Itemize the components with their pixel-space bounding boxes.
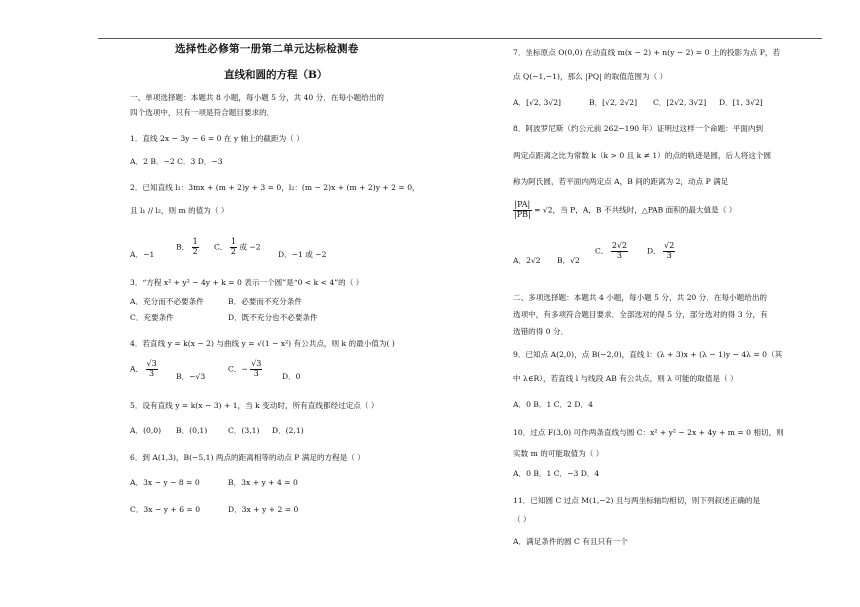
q2-b-denominator: 2 [192, 246, 198, 256]
q2-c-denominator: 2 [230, 246, 236, 256]
q7-option-b: B．[√2, 2√2] [589, 98, 638, 107]
doc-subtitle: 直线和圆的方程（B） [224, 69, 328, 81]
q6-option-d: D．3x + y + 2 = 0 [228, 505, 299, 514]
q4-option-b: B．−√3 [176, 372, 206, 381]
q5-option-d: D．(2,1) [272, 426, 304, 435]
q8-option-a: A．2√2 [513, 256, 541, 265]
q9-stem-line1: 9．已知点 A(2,0)，点 B(−2,0)，直线 l：(λ + 3)x + (λ − 1)y − 4λ = 0（其 [513, 350, 783, 359]
q3-option-a: A．充分而不必要条件 [130, 297, 204, 306]
q8-stem-line3: 称为阿氏圆，若平面内两定点 A，B 间的距离为 2，动点 P 满足 [513, 177, 729, 186]
q2-c-numerator: 1 [230, 237, 236, 246]
q9-stem-line2: 中 λ∈R），若直线 l 与线段 AB 有公共点，则 λ 可能的取值是（ ） [513, 374, 738, 383]
q8-d-numerator: √2 [664, 241, 675, 250]
q4-c-denominator: 3 [253, 368, 259, 378]
q2-option-c-fraction [230, 238, 237, 257]
q3-option-c: C．充要条件 [130, 313, 174, 322]
section1-intro-line1: 一、单项选择题：本题共 8 小题，每小题 5 分，共 40 分．在每小题给出的 [130, 93, 385, 102]
q4-a-numerator: √3 [146, 359, 157, 368]
q5-option-b: B．(0,1) [176, 426, 208, 435]
q2-option-b [176, 238, 199, 257]
q8-option-d [647, 242, 675, 261]
q11-option-a: A．满足条件的圆 C 有且只有一个 [513, 537, 628, 546]
q4-option-c [228, 360, 262, 379]
q8-option-c-label: C． [595, 246, 609, 256]
q8-stem-line1: 8．阿波罗尼斯（约公元前 262−190 年）证明过这样一个命题：平面内到 [513, 124, 764, 133]
q8-c-numerator: 2√2 [611, 241, 628, 250]
q6-option-c: C．3x − y + 6 = 0 [130, 505, 201, 514]
q4-option-c-fraction [250, 360, 262, 379]
q4-option-d: D．0 [282, 372, 301, 381]
q2-b-numerator: 1 [192, 237, 198, 246]
q4-a-denominator: 3 [149, 368, 155, 378]
q8-d-denominator: 3 [666, 250, 672, 260]
q4-option-a-label: A． [130, 364, 144, 374]
q5-option-c: C．(3,1) [228, 426, 260, 435]
q7-stem-line2: 点 Q(−1,−1)，那么 |PQ| 的取值范围为（ ） [513, 72, 668, 81]
doc-title: 选择性必修第一册第二单元达标检测卷 [175, 43, 359, 55]
q3-option-b: B．必要而不充分条件 [228, 297, 302, 306]
q8-ratio-numerator: |PA| [514, 200, 531, 209]
q3-option-d: D．既不充分也不必要条件 [228, 313, 318, 322]
header-rule [98, 38, 822, 39]
q1-options: A．2 B．−2 C．3 D．−3 [130, 157, 223, 166]
q4-option-a [130, 360, 158, 379]
q10-options: A．0 B．1 C．−3 D．4 [513, 469, 600, 478]
q4-c-numerator: √3 [251, 359, 262, 368]
q8-stem-line4-text: = √2，当 P，A，B 不共线时，△PAB 面积的最大值是（ ） [534, 205, 737, 215]
q2-option-c [214, 238, 261, 257]
q5-stem: 5．设有直线 y = k(x − 3) + 1，当 k 变动时，所有直线都经过定点（ ） [130, 401, 379, 410]
q5-option-a: A．(0,0) [130, 426, 162, 435]
q11-stem-line2: （ ） [513, 515, 531, 524]
q4-option-a-fraction [146, 360, 158, 379]
q2-option-b-fraction [192, 238, 199, 257]
section2-intro-line1: 二、多项选择题：本题共 4 小题，每小题 5 分，共 20 分．在每小题给出的 [513, 293, 768, 302]
q2-option-c-tail: 或 −2 [239, 242, 261, 252]
q1-stem: 1．直线 2x − 3y − 6 = 0 在 y 轴上的截距为（ ） [130, 134, 304, 143]
q7-option-c: C．[2√2, 3√2] [653, 98, 707, 107]
q6-option-a: A．3x − y − 8 = 0 [130, 478, 200, 487]
q7-option-a: A．[√2, 3√2] [513, 98, 562, 107]
q8-option-c [595, 242, 628, 261]
q2-option-d: D．−1 或 −2 [278, 250, 327, 259]
section2-intro-line3: 选错的得 0 分． [513, 327, 569, 336]
q7-option-d: D．[1, 3√2] [719, 98, 763, 107]
q8-ratio-fraction [513, 201, 532, 220]
q4-option-c-label: C．− [228, 364, 248, 374]
q8-ratio-denominator: |PB| [514, 209, 531, 219]
q7-stem-line1: 7．坐标原点 O(0,0) 在动直线 m(x − 2) + n(y − 2) = 0 上的投影为点 P，若 [513, 48, 781, 57]
q8-option-d-fraction [663, 242, 675, 261]
q9-options: A．0 B．1 C．2 D．4 [513, 400, 593, 409]
q2-stem-line2: 且 l₁ // l₂，则 m 的值为（ ） [130, 206, 229, 215]
q6-option-b: B．3x + y + 4 = 0 [228, 478, 298, 487]
q3-stem: 3．“方程 x² + y² − 4y + k = 0 表示一个圆”是“0 < k < 4”的（ ） [130, 278, 364, 287]
q8-c-denominator: 3 [616, 250, 623, 260]
section1-intro-line2: 四个选项中，只有一项是符合题目要求的． [130, 108, 275, 117]
q10-stem-line2: 实数 m 的可能取值为（ ） [513, 449, 604, 458]
q2-option-c-label: C． [214, 242, 228, 252]
q8-option-b: B．√2 [557, 256, 580, 265]
q2-option-b-label: B． [176, 242, 190, 252]
q6-stem: 6．到 A(1,3)，B(−5,1) 两点的距离相等的动点 P 满足的方程是（ ） [130, 453, 365, 462]
q8-option-d-label: D． [647, 246, 661, 256]
q4-stem: 4．若直线 y = k(x − 2) 与曲线 y = √(1 − x²) 有公共点，则 k 的最小值为( ) [130, 339, 395, 348]
q11-stem-line1: 11．已知圆 C 过点 M(1,−2) 且与两坐标轴均相切，则下列叙述正确的是 [513, 496, 761, 505]
q8-stem-line4 [513, 201, 736, 220]
q8-stem-line2: 两定点距离之比为常数 k（k > 0 且 k ≠ 1）的点的轨迹是圆，后人将这个圆 [513, 151, 772, 160]
q8-option-c-fraction [611, 242, 628, 261]
q10-stem-line1: 10．过点 F(3,0) 可作两条直线与圆 C：x² + y² − 2x + 4y + m = 0 相切，则 [513, 428, 784, 437]
section2-intro-line2: 选项中，有多项符合题目要求．全部选对的得 5 分，部分选对的得 3 分，有 [513, 310, 768, 319]
q2-stem-line1: 2．已知直线 l₁：3mx + (m + 2)y + 3 = 0，l₂：(m − 2)x + (m + 2)y + 2 = 0， [130, 183, 420, 192]
q2-option-a: A．−1 [130, 250, 155, 259]
